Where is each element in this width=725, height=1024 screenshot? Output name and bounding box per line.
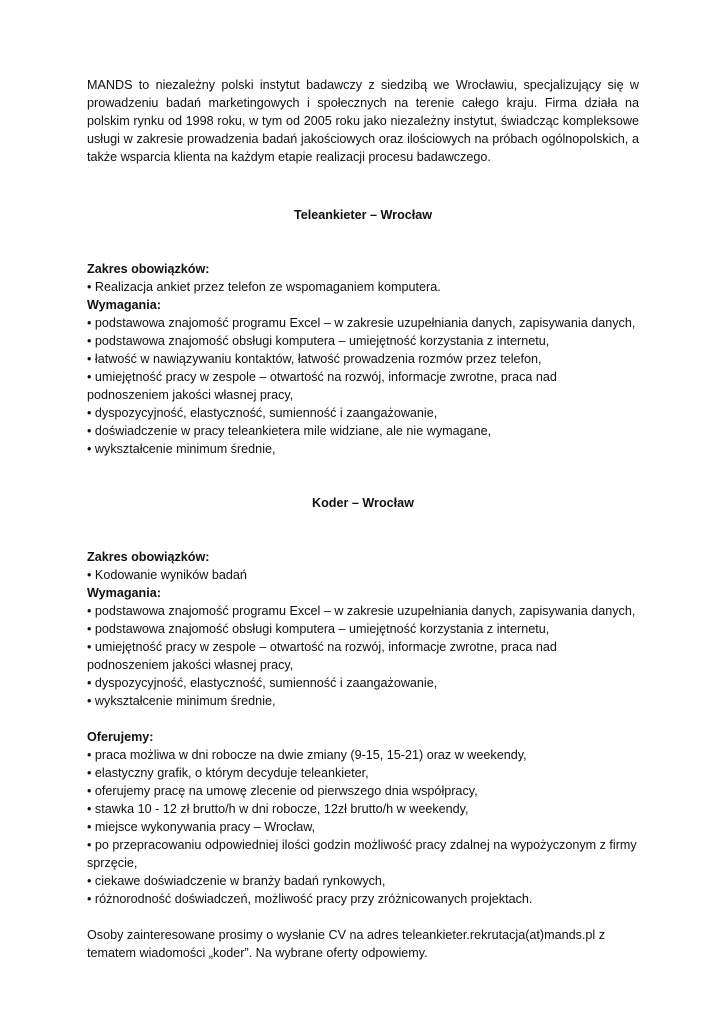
list-item: • wykształcenie minimum średnie, (87, 692, 639, 710)
job-section-teleankieter (87, 206, 639, 458)
closing-paragraph: Osoby zainteresowane prosimy o wysłanie CV na adres teleankieter.rekrutacja(at)mands.pl z tematem wiadomości „koder”. Na wybrane oferty odpowiemy. (87, 928, 605, 960)
list-item: • Kodowanie wyników badań (87, 566, 639, 584)
list-item: • praca możliwa w dni robocze na dwie zmiany (9-15, 15-21) oraz w weekendy, (87, 746, 639, 764)
list-item: • umiejętność pracy w zespole – otwartość na rozwój, informacje zwrotne, praca nad podnoszeniem jakości własnej pracy, (87, 368, 639, 404)
job-title: Koder – Wrocław (312, 496, 414, 510)
list-item: • umiejętność pracy w zespole – otwartość na rozwój, informacje zwrotne, praca nad podnoszeniem jakości własnej pracy, (87, 638, 639, 674)
duties-list (87, 566, 639, 584)
list-item: • po przepracowaniu odpowiedniej ilości godzin możliwość pracy zdalnej na wypożyczonym z firmy sprzęcie, (87, 836, 639, 872)
intro-paragraph: MANDS to niezależny polski instytut badawczy z siedzibą we Wrocławiu, specjalizujący się w prowadzeniu badań marketingowych i społecznych na terenie całego kraju. Firma działa na polskim rynku od 1998 roku, w tym od 2005 roku jako niezależny instytut, świadcząc kompleksowe usługi w zakresie prowadzenia badań jakościowych oraz ilościowych na próbach ogólnopolskich, a także wsparcia klienta na każdym etapie realizacji procesu badawczego. (87, 78, 639, 164)
list-item: • różnorodność doświadczeń, możliwość pracy przy zróżnicowanych projektach. (87, 890, 639, 908)
requirements-heading: Wymagania: (87, 586, 161, 600)
list-item: • ciekawe doświadczenie w branży badań rynkowych, (87, 872, 639, 890)
requirements-list (87, 602, 639, 710)
offer-section (87, 728, 639, 908)
offer-list (87, 746, 639, 908)
duties-heading: Zakres obowiązków: (87, 550, 210, 564)
offer-heading: Oferujemy: (87, 730, 154, 744)
duties-heading: Zakres obowiązków: (87, 262, 210, 276)
list-item: • podstawowa znajomość programu Excel – w zakresie uzupełniania danych, zapisywania danych, (87, 314, 639, 332)
job-section-koder (87, 494, 639, 710)
requirements-list (87, 314, 639, 458)
list-item: • podstawowa znajomość obsługi komputera – umiejętność korzystania z internetu, (87, 620, 639, 638)
duties-list (87, 278, 639, 296)
list-item: • wykształcenie minimum średnie, (87, 440, 639, 458)
list-item: • podstawowa znajomość programu Excel – w zakresie uzupełniania danych, zapisywania danych, (87, 602, 639, 620)
list-item: • oferujemy pracę na umowę zlecenie od pierwszego dnia współpracy, (87, 782, 639, 800)
list-item: • podstawowa znajomość obsługi komputera – umiejętność korzystania z internetu, (87, 332, 639, 350)
list-item: • elastyczny grafik, o którym decyduje teleankieter, (87, 764, 639, 782)
list-item: • doświadczenie w pracy teleankietera mile widziane, ale nie wymagane, (87, 422, 639, 440)
list-item: • dyspozycyjność, elastyczność, sumienność i zaangażowanie, (87, 404, 639, 422)
list-item: • dyspozycyjność, elastyczność, sumienność i zaangażowanie, (87, 674, 639, 692)
list-item: • stawka 10 - 12 zł brutto/h w dni robocze, 12zł brutto/h w weekendy, (87, 800, 639, 818)
list-item: • łatwość w nawiązywaniu kontaktów, łatwość prowadzenia rozmów przez telefon, (87, 350, 639, 368)
list-item: • miejsce wykonywania pracy – Wrocław, (87, 818, 639, 836)
requirements-heading: Wymagania: (87, 298, 161, 312)
list-item: • Realizacja ankiet przez telefon ze wspomaganiem komputera. (87, 278, 639, 296)
job-title: Teleankieter – Wrocław (293, 208, 433, 222)
